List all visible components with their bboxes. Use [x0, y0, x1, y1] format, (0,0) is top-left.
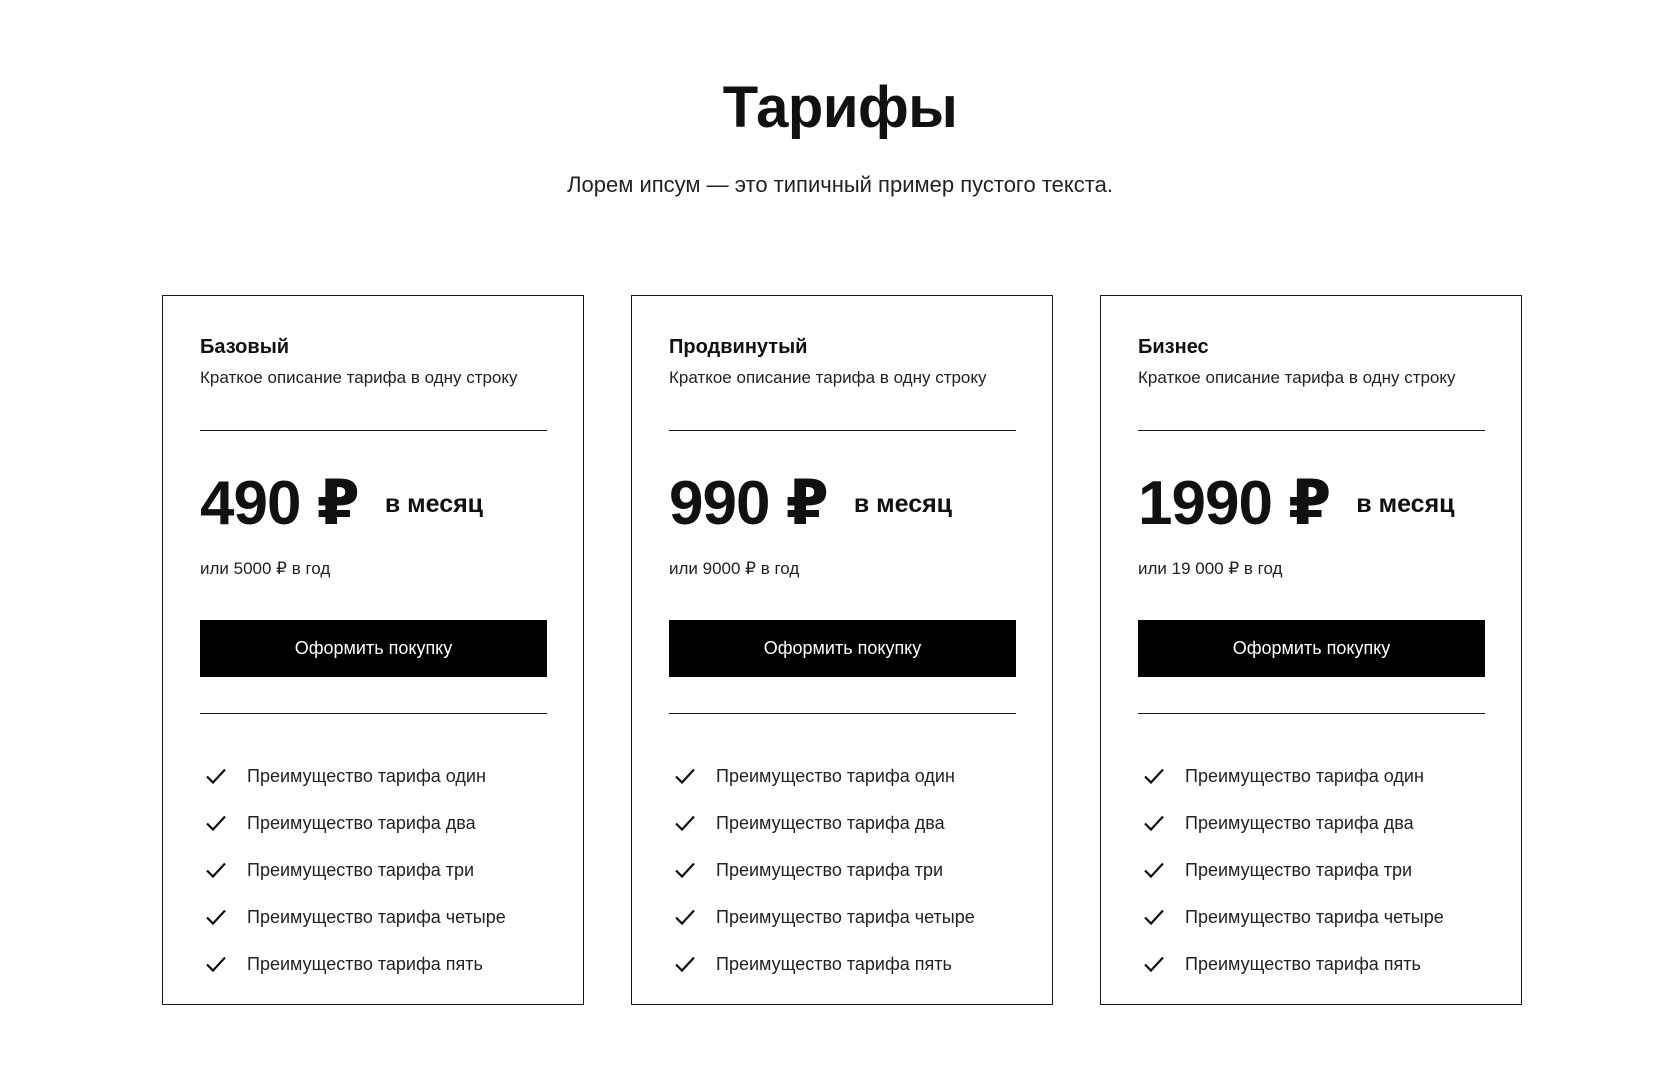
feature-item [200, 846, 506, 893]
check-icon [672, 906, 698, 928]
plan-price: 1990 ₽ [1138, 469, 1331, 538]
plan-description: Краткое описание тарифа в одну строку [669, 368, 987, 387]
check-icon [672, 953, 698, 975]
plan-description: Краткое описание тарифа в одну строку [1138, 368, 1456, 387]
feature-text: Преимущество тарифа два [716, 812, 945, 833]
plan-period: в месяц [384, 490, 484, 518]
feature-item [1138, 752, 1444, 799]
plan-card-advanced [631, 295, 1053, 1005]
feature-item [200, 940, 506, 987]
pricing-cards [162, 295, 1522, 1005]
plan-card-basic [162, 295, 584, 1005]
feature-text: Преимущество тарифа четыре [1185, 906, 1444, 927]
feature-list [1138, 752, 1444, 987]
feature-text: Преимущество тарифа три [716, 859, 944, 880]
check-icon [203, 906, 229, 928]
plan-yearly-price: или 5000 ₽ в год [200, 559, 331, 578]
check-icon [1141, 906, 1167, 928]
feature-text: Преимущество тарифа один [1185, 765, 1424, 786]
price-row [200, 468, 483, 540]
check-icon [203, 765, 229, 787]
plan-yearly-price: или 19 000 ₽ в год [1138, 559, 1283, 578]
check-icon [672, 859, 698, 881]
check-icon [1141, 859, 1167, 881]
feature-text: Преимущество тарифа четыре [247, 906, 506, 927]
check-icon [672, 765, 698, 787]
check-icon [672, 812, 698, 834]
feature-text: Преимущество тарифа пять [247, 953, 483, 974]
plan-period: в месяц [1356, 490, 1455, 518]
check-icon [203, 859, 229, 881]
buy-button[interactable]: Оформить покупку [669, 620, 1016, 677]
divider [1138, 430, 1485, 431]
plan-yearly-price: или 9000 ₽ в год [669, 559, 800, 578]
feature-text: Преимущество тарифа два [1185, 812, 1414, 833]
plan-period: в месяц [853, 490, 953, 518]
feature-item [200, 893, 506, 940]
feature-item [200, 752, 506, 799]
feature-item [669, 893, 975, 940]
divider [200, 713, 547, 714]
feature-list [669, 752, 975, 987]
feature-item [1138, 893, 1444, 940]
page-subtitle: Лорем ипсум — это типичный пример пустого текста. [567, 172, 1113, 197]
divider [669, 430, 1016, 431]
buy-button[interactable]: Оформить покупку [1138, 620, 1485, 677]
check-icon [203, 812, 229, 834]
check-icon [1141, 765, 1167, 787]
divider [1138, 713, 1485, 714]
feature-item [200, 799, 506, 846]
feature-text: Преимущество тарифа два [247, 812, 476, 833]
check-icon [203, 953, 229, 975]
feature-item [669, 799, 975, 846]
plan-name: Продвинутый [669, 336, 808, 358]
plan-description: Краткое описание тарифа в одну строку [200, 368, 518, 387]
feature-text: Преимущество тарифа пять [1185, 953, 1421, 974]
divider [200, 430, 547, 431]
price-row [669, 468, 952, 540]
plan-price: 490 ₽ [200, 469, 359, 538]
plan-price: 990 ₽ [669, 469, 828, 538]
feature-list [200, 752, 506, 987]
page-title: Тарифы [722, 75, 958, 140]
feature-item [1138, 799, 1444, 846]
divider [669, 713, 1016, 714]
feature-text: Преимущество тарифа три [1185, 859, 1413, 880]
feature-item [1138, 846, 1444, 893]
plan-name: Бизнес [1138, 336, 1209, 358]
check-icon [1141, 812, 1167, 834]
feature-item [669, 752, 975, 799]
feature-text: Преимущество тарифа три [247, 859, 475, 880]
feature-text: Преимущество тарифа пять [716, 953, 952, 974]
feature-item [1138, 940, 1444, 987]
feature-item [669, 846, 975, 893]
price-row [1138, 468, 1455, 540]
check-icon [1141, 953, 1167, 975]
feature-item [669, 940, 975, 987]
feature-text: Преимущество тарифа четыре [716, 906, 975, 927]
plan-name: Базовый [200, 336, 290, 358]
feature-text: Преимущество тарифа один [247, 765, 486, 786]
feature-text: Преимущество тарифа один [716, 765, 955, 786]
buy-button[interactable]: Оформить покупку [200, 620, 547, 677]
plan-card-business [1100, 295, 1522, 1005]
